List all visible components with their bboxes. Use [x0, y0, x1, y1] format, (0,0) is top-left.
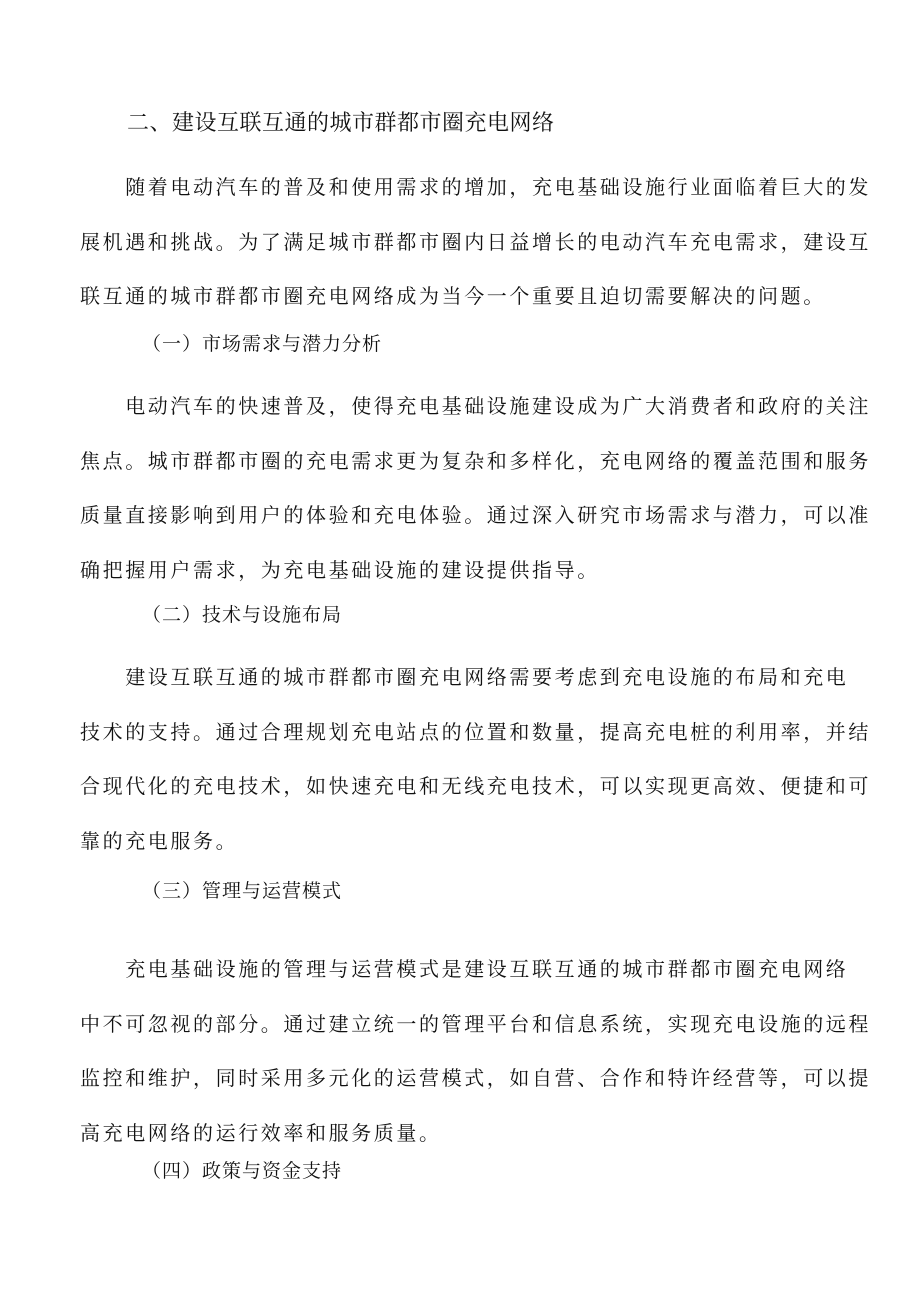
paragraph-line: 中不可忽视的部分。通过建立统一的管理平台和信息系统，实现充电设施的远程 [80, 1011, 871, 1036]
paragraph-line: 高充电网络的运行效率和服务质量。 [80, 1120, 442, 1145]
intro-paragraph [80, 160, 871, 324]
paragraph-line: 随着电动汽车的普及和使用需求的增加，充电基础设施行业面临着巨大的发 [80, 175, 871, 199]
paragraph-line: 靠的充电服务。 [80, 828, 239, 853]
paragraph-line: 焦点。城市群都市圈的充电需求更为复杂和多样化，充电网络的覆盖范围和服务 [80, 448, 871, 473]
paragraph-line: 技术的支持。通过合理规划充电站点的位置和数量，提高充电桩的利用率，并结 [80, 719, 871, 744]
paragraph-line: 充电基础设施的管理与运营模式是建设互联互通的城市群都市圈充电网络 [80, 957, 849, 981]
paragraph-line: 联互通的城市群都市圈充电网络成为当今一个重要且迫切需要解决的问题。 [80, 284, 826, 308]
paragraph-line: 合现代化的充电技术，如快速充电和无线充电技术，可以实现更高效、便捷和可 [80, 774, 871, 798]
subsection-heading-4: （四）政策与资金支持 [142, 1160, 343, 1182]
subsection-heading-3: （三）管理与运营模式 [142, 880, 343, 902]
section-title: 二、建设互联互通的城市群都市圈充电网络 [127, 111, 555, 136]
paragraph-1 [80, 379, 871, 597]
paragraph-2 [80, 650, 871, 868]
paragraph-line: 确把握用户需求，为充电基础设施的建设提供指导。 [80, 557, 600, 582]
paragraph-3 [80, 942, 871, 1160]
subsection-heading-1: （一）市场需求与潜力分析 [142, 333, 383, 355]
paragraph-line: 质量直接影响到用户的体验和充电体验。通过深入研究市场需求与潜力，可以准 [80, 503, 871, 527]
paragraph-line: 电动汽车的快速普及，使得充电基础设施建设成为广大消费者和政府的关注 [80, 394, 871, 418]
subsection-heading-2: （二）技术与设施布局 [142, 604, 343, 626]
paragraph-line: 监控和维护，同时采用多元化的运营模式，如自营、合作和特许经营等，可以提 [80, 1066, 871, 1090]
paragraph-line: 建设互联互通的城市群都市圈充电网络需要考虑到充电设施的布局和充电 [80, 665, 849, 689]
paragraph-line: 展机遇和挑战。为了满足城市群都市圈内日益增长的电动汽车充电需求，建设互 [80, 229, 871, 254]
